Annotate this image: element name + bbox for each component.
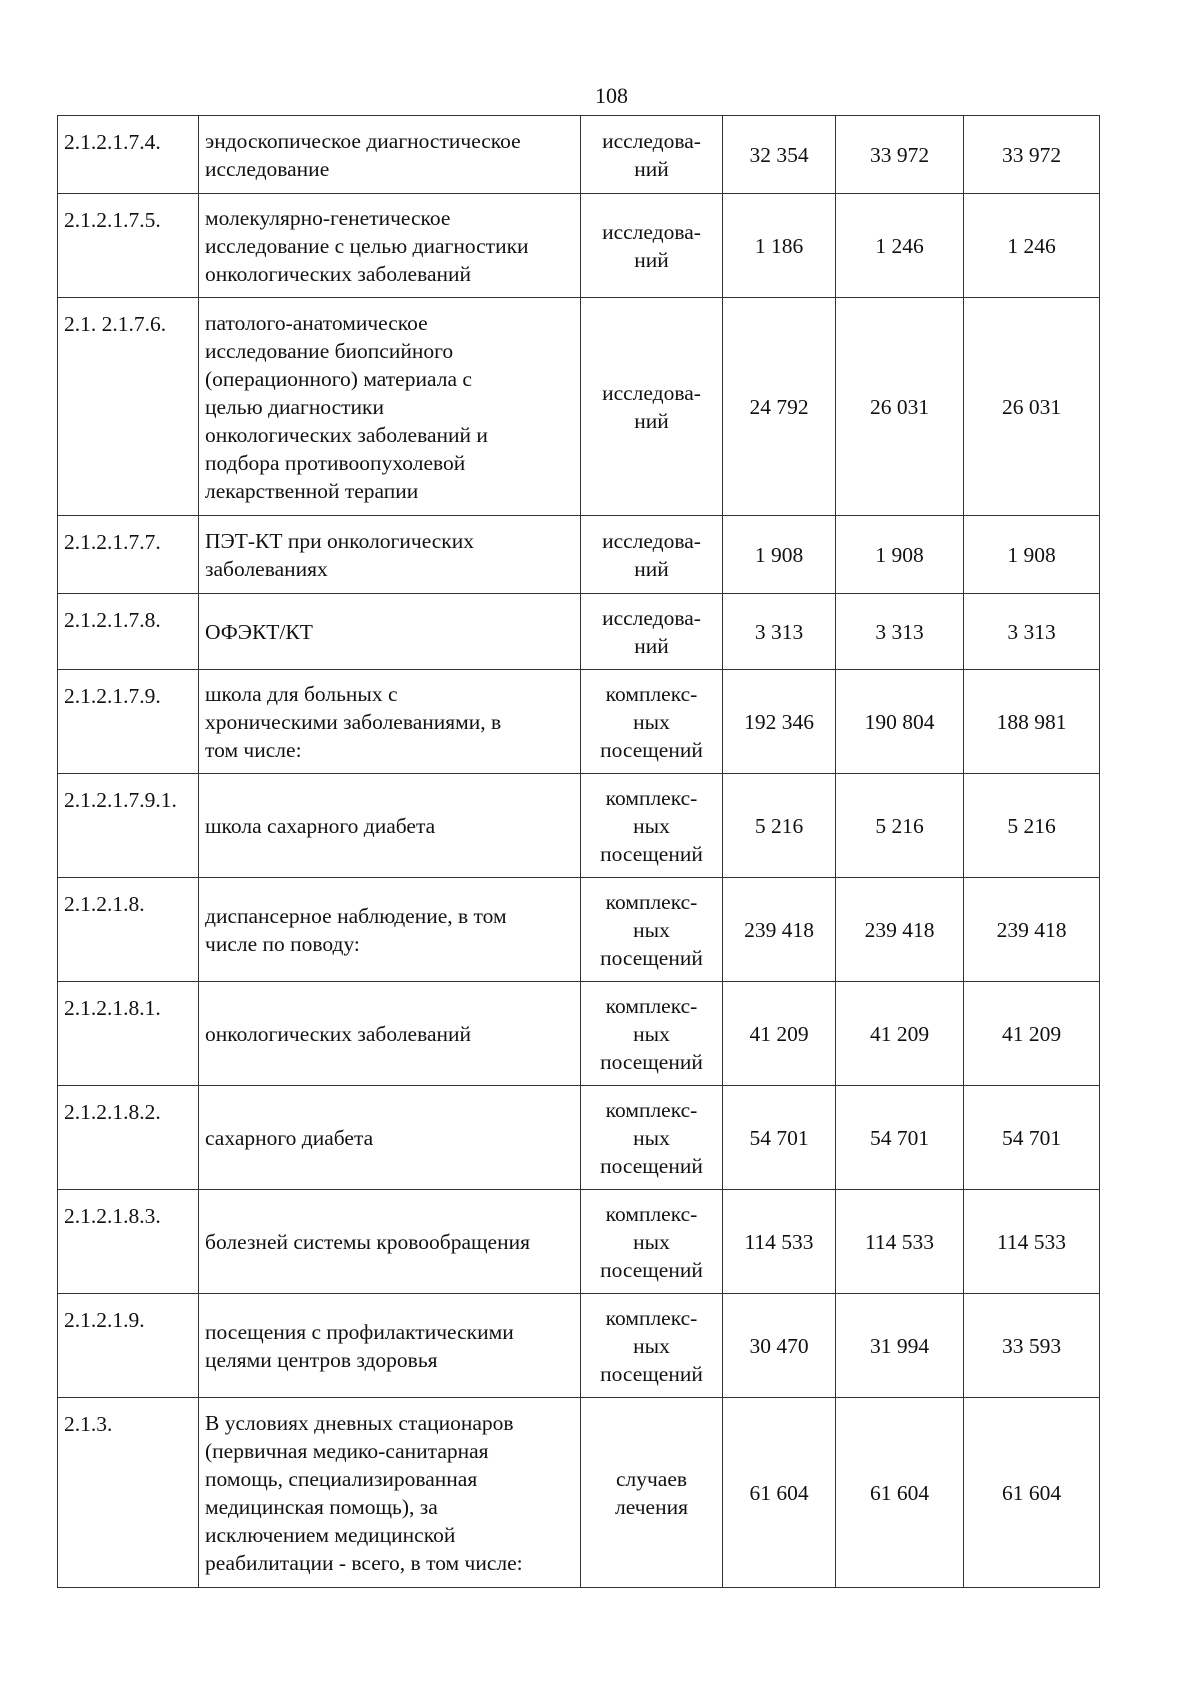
row-value-1: 24 792 bbox=[723, 298, 836, 516]
row-value-3: 33 593 bbox=[964, 1294, 1100, 1398]
row-name-line: онкологических заболеваний и bbox=[205, 422, 488, 447]
row-unit-line: ных bbox=[633, 709, 670, 734]
row-value-1: 5 216 bbox=[723, 774, 836, 878]
row-name-line: посещения с профилактическими bbox=[205, 1319, 514, 1344]
row-value-3: 3 313 bbox=[964, 594, 1100, 670]
row-value-3: 41 209 bbox=[964, 982, 1100, 1086]
row-unit-line: посещений bbox=[600, 1049, 703, 1074]
row-unit-line: ных bbox=[633, 1021, 670, 1046]
row-unit-line: исследова- bbox=[602, 128, 701, 153]
row-value-2: 1 908 bbox=[836, 516, 964, 594]
row-unit-line: посещений bbox=[600, 841, 703, 866]
row-unit-line: комплекс- bbox=[605, 1305, 698, 1330]
row-value-1: 61 604 bbox=[723, 1398, 836, 1588]
table-row bbox=[58, 1398, 1100, 1588]
row-value-1: 1 908 bbox=[723, 516, 836, 594]
row-code: 2.1.2.1.7.7. bbox=[58, 516, 199, 594]
row-code: 2.1.2.1.8.2. bbox=[58, 1086, 199, 1190]
row-value-1: 239 418 bbox=[723, 878, 836, 982]
row-value-2: 54 701 bbox=[836, 1086, 964, 1190]
row-unit-line: комплекс- bbox=[605, 1097, 698, 1122]
row-name-line: исключением медицинской bbox=[205, 1522, 456, 1547]
row-unit-line: ний bbox=[634, 556, 669, 581]
row-value-1: 1 186 bbox=[723, 194, 836, 298]
row-name-line: заболеваниях bbox=[205, 556, 328, 581]
row-name-line: ОФЭКТ/КТ bbox=[205, 619, 313, 644]
row-unit-line: исследова- bbox=[602, 380, 701, 405]
table-row bbox=[58, 774, 1100, 878]
row-unit-line: исследова- bbox=[602, 605, 701, 630]
table-row bbox=[58, 116, 1100, 194]
row-name bbox=[199, 194, 581, 298]
row-value-1: 3 313 bbox=[723, 594, 836, 670]
row-unit-line: комплекс- bbox=[605, 785, 698, 810]
row-name-line: подбора противоопухолевой bbox=[205, 450, 466, 475]
row-value-3: 33 972 bbox=[964, 116, 1100, 194]
row-unit-line: комплекс- bbox=[605, 681, 698, 706]
row-name-line: медицинская помощь), за bbox=[205, 1494, 438, 1519]
row-value-3: 114 533 bbox=[964, 1190, 1100, 1294]
row-unit-line: ных bbox=[633, 813, 670, 838]
table-row bbox=[58, 298, 1100, 516]
row-value-2: 114 533 bbox=[836, 1190, 964, 1294]
row-name-line: исследование с целью диагностики bbox=[205, 233, 529, 258]
row-name bbox=[199, 1086, 581, 1190]
row-value-1: 54 701 bbox=[723, 1086, 836, 1190]
row-name bbox=[199, 298, 581, 516]
row-code: 2.1.2.1.7.8. bbox=[58, 594, 199, 670]
row-value-3: 5 216 bbox=[964, 774, 1100, 878]
table-row bbox=[58, 982, 1100, 1086]
table-row bbox=[58, 194, 1100, 298]
row-unit-line: ний bbox=[634, 247, 669, 272]
row-unit bbox=[581, 594, 723, 670]
row-name-line: хроническими заболеваниями, в bbox=[205, 709, 502, 734]
row-name bbox=[199, 878, 581, 982]
row-value-1: 41 209 bbox=[723, 982, 836, 1086]
row-unit bbox=[581, 1294, 723, 1398]
row-unit-line: комплекс- bbox=[605, 889, 698, 914]
row-code: 2.1.2.1.7.4. bbox=[58, 116, 199, 194]
row-unit-line: лечения bbox=[615, 1494, 688, 1519]
row-name-line: онкологических заболеваний bbox=[205, 1021, 472, 1046]
row-value-2: 41 209 bbox=[836, 982, 964, 1086]
table-row bbox=[58, 670, 1100, 774]
row-name-line: диспансерное наблюдение, в том bbox=[205, 903, 507, 928]
row-value-1: 30 470 bbox=[723, 1294, 836, 1398]
row-name-line: лекарственной терапии bbox=[205, 478, 419, 503]
row-name-line: реабилитации - всего, в том числе: bbox=[205, 1550, 523, 1575]
row-name-line: исследование биопсийного bbox=[205, 338, 454, 363]
row-code: 2.1. 2.1.7.6. bbox=[58, 298, 199, 516]
row-unit-line: посещений bbox=[600, 1361, 703, 1386]
row-name-line: сахарного диабета bbox=[205, 1125, 374, 1150]
row-name bbox=[199, 116, 581, 194]
row-value-2: 239 418 bbox=[836, 878, 964, 982]
row-unit-line: ных bbox=[633, 1125, 670, 1150]
row-name-line: помощь, специализированная bbox=[205, 1466, 478, 1491]
row-unit bbox=[581, 194, 723, 298]
table-row bbox=[58, 1190, 1100, 1294]
row-name-line: школа сахарного диабета bbox=[205, 813, 436, 838]
row-code: 2.1.2.1.8.3. bbox=[58, 1190, 199, 1294]
row-unit-line: ных bbox=[633, 917, 670, 942]
row-name-line: (первичная медико-санитарная bbox=[205, 1438, 489, 1463]
row-name bbox=[199, 774, 581, 878]
row-name bbox=[199, 1398, 581, 1588]
row-name-line: школа для больных с bbox=[205, 681, 398, 706]
row-unit-line: исследова- bbox=[602, 528, 701, 553]
row-unit-line: исследова- bbox=[602, 219, 701, 244]
row-name-line: В условиях дневных стационаров bbox=[205, 1410, 514, 1435]
row-value-3: 61 604 bbox=[964, 1398, 1100, 1588]
row-unit-line: комплекс- bbox=[605, 1201, 698, 1226]
row-unit-line: посещений bbox=[600, 1257, 703, 1282]
row-value-3: 188 981 bbox=[964, 670, 1100, 774]
row-code: 2.1.2.1.7.9. bbox=[58, 670, 199, 774]
row-value-2: 1 246 bbox=[836, 194, 964, 298]
row-name-line: молекулярно-генетическое bbox=[205, 205, 451, 230]
page-number: 108 bbox=[595, 83, 628, 108]
row-name-line: болезней системы кровообращения bbox=[205, 1229, 530, 1254]
row-name-line: ПЭТ-КТ при онкологических bbox=[205, 528, 475, 553]
data-table bbox=[57, 115, 1100, 1588]
table-row bbox=[58, 594, 1100, 670]
row-name bbox=[199, 982, 581, 1086]
row-name bbox=[199, 1190, 581, 1294]
table-row bbox=[58, 878, 1100, 982]
table-row bbox=[58, 1294, 1100, 1398]
row-name bbox=[199, 670, 581, 774]
row-value-1: 192 346 bbox=[723, 670, 836, 774]
row-value-3: 1 246 bbox=[964, 194, 1100, 298]
row-value-3: 1 908 bbox=[964, 516, 1100, 594]
row-code: 2.1.2.1.8.1. bbox=[58, 982, 199, 1086]
row-name-line: (операционного) материала с bbox=[205, 366, 472, 391]
table-row bbox=[58, 516, 1100, 594]
row-unit-line: ний bbox=[634, 408, 669, 433]
row-code: 2.1.2.1.8. bbox=[58, 878, 199, 982]
row-value-2: 26 031 bbox=[836, 298, 964, 516]
row-unit bbox=[581, 1086, 723, 1190]
row-name-line: числе по поводу: bbox=[205, 931, 360, 956]
row-name-line: целями центров здоровья bbox=[205, 1347, 438, 1372]
row-unit bbox=[581, 670, 723, 774]
row-name-line: эндоскопическое диагностическое bbox=[205, 128, 521, 153]
row-value-3: 239 418 bbox=[964, 878, 1100, 982]
row-value-3: 26 031 bbox=[964, 298, 1100, 516]
row-value-2: 190 804 bbox=[836, 670, 964, 774]
row-unit bbox=[581, 298, 723, 516]
row-name-line: онкологических заболеваний bbox=[205, 261, 472, 286]
row-unit-line: посещений bbox=[600, 945, 703, 970]
row-value-2: 3 313 bbox=[836, 594, 964, 670]
row-code: 2.1.2.1.7.9.1. bbox=[58, 774, 199, 878]
row-unit-line: ных bbox=[633, 1333, 670, 1358]
row-unit bbox=[581, 774, 723, 878]
row-unit-line: комплекс- bbox=[605, 993, 698, 1018]
row-code: 2.1.2.1.7.5. bbox=[58, 194, 199, 298]
row-unit-line: ных bbox=[633, 1229, 670, 1254]
row-unit bbox=[581, 1398, 723, 1588]
row-value-2: 33 972 bbox=[836, 116, 964, 194]
row-value-2: 61 604 bbox=[836, 1398, 964, 1588]
row-value-2: 5 216 bbox=[836, 774, 964, 878]
row-name-line: том числе: bbox=[205, 737, 302, 762]
row-name bbox=[199, 1294, 581, 1398]
row-name-line: целью диагностики bbox=[205, 394, 385, 419]
row-value-3: 54 701 bbox=[964, 1086, 1100, 1190]
row-unit bbox=[581, 1190, 723, 1294]
row-name-line: исследование bbox=[205, 156, 330, 181]
table-row bbox=[58, 1086, 1100, 1190]
row-value-2: 31 994 bbox=[836, 1294, 964, 1398]
row-value-1: 32 354 bbox=[723, 116, 836, 194]
row-code: 2.1.3. bbox=[58, 1398, 199, 1588]
row-unit-line: посещений bbox=[600, 737, 703, 762]
row-unit bbox=[581, 982, 723, 1086]
row-name bbox=[199, 594, 581, 670]
row-unit-line: случаев bbox=[615, 1466, 688, 1491]
row-unit bbox=[581, 516, 723, 594]
row-unit-line: ний bbox=[634, 633, 669, 658]
row-unit-line: посещений bbox=[600, 1153, 703, 1178]
row-name-line: патолого-анатомическое bbox=[205, 310, 428, 335]
row-unit-line: ний bbox=[634, 156, 669, 181]
row-value-1: 114 533 bbox=[723, 1190, 836, 1294]
row-unit bbox=[581, 878, 723, 982]
row-code: 2.1.2.1.9. bbox=[58, 1294, 199, 1398]
row-name bbox=[199, 516, 581, 594]
row-unit bbox=[581, 116, 723, 194]
